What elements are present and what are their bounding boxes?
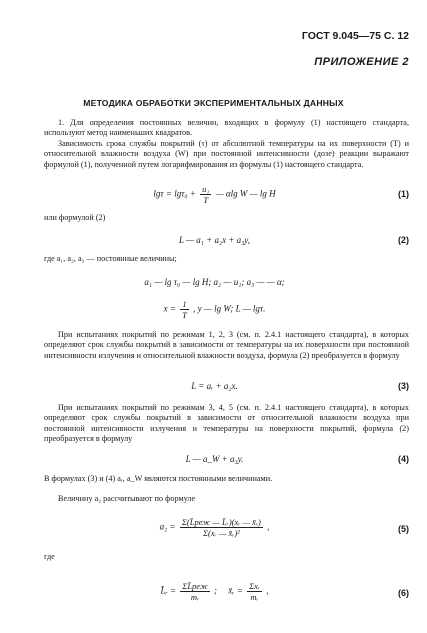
paragraph-2: Зависимость срока службы покрытий (τ) от абсолютной температуры на их поверхности (T) и относительной влажности воздуха (W) при постоянной интенсивности (дозе) реакции выражают формулой (1), полученной путем логарифмирования из формулы (1) настоящего стандарта. <box>44 139 409 169</box>
paragraph-7: В формулах (3) и (4) aᵣ, a_W являются постоянными величинами. <box>44 474 273 483</box>
equation-6-number: (4) <box>398 454 409 464</box>
equation-2 <box>44 232 409 252</box>
equation-8-numerator-1: ΣL̄реж <box>182 581 208 591</box>
paragraph-9: где <box>44 552 55 561</box>
equation-1-fraction <box>200 184 211 205</box>
equation-8-fraction-2 <box>247 581 262 602</box>
equation-3-body: a₁ — lg τ₀ — lg H; a₂ — u₁; a₃ — — α; <box>144 277 285 287</box>
equation-2-body: L — a₁ + a₂x + a₃y, <box>178 235 251 245</box>
paragraph-3: или формулой (2) <box>44 213 106 222</box>
equation-8-denominator-2: mᵣ <box>250 592 259 602</box>
paragraph-6: При испытаниях покрытий по режимам 3, 4, 5 (см. п. 2.4.1 настоящего стандарта), в которых определяют срок службы покрытий в зависимости от относительной влажности воздуха при постоянной интенсивности излучения и температуры на поверхности покрытий, формула (2) преобразуется в формулу <box>44 403 409 444</box>
section-title: МЕТОДИКА ОБРАБОТКИ ЭКСПЕРИМЕНТАЛЬНЫХ ДАННЫХ <box>83 98 344 108</box>
equation-7-fraction <box>180 517 263 538</box>
equation-7-left: a₂ = <box>159 521 176 532</box>
equation-8-fraction-1 <box>180 581 210 602</box>
paragraph-8: Величину a₂ рассчитывают по формуле <box>58 494 196 503</box>
equation-8-number: (6) <box>398 588 409 598</box>
appendix-label: ПРИЛОЖЕНИЕ 2 <box>314 56 409 68</box>
equation-4-numerator: 1 <box>180 299 189 310</box>
equation-1-left: lgτ = lgτ₀ + <box>153 188 196 199</box>
equation-4-denominator: T <box>182 310 187 320</box>
equation-8-separator: ; <box>214 585 218 596</box>
equation-5 <box>44 378 409 398</box>
equation-8-denominator-1: mᵣ <box>190 592 200 602</box>
equation-5-body: L = aᵣ + a₂x. <box>191 381 238 391</box>
equation-4-right: , y — lg W; L — lgτ. <box>193 303 266 314</box>
equation-6-body: L — a_W + a₃y. <box>185 454 244 464</box>
equation-4 <box>44 296 409 324</box>
paragraph-4: где a₁, a₂, a₃ — постоянные величины; <box>44 254 177 263</box>
equation-7-number: (5) <box>398 524 409 534</box>
equation-4-fraction <box>180 299 189 320</box>
equation-3 <box>44 274 409 294</box>
equation-1-body <box>44 184 385 205</box>
equation-6 <box>44 451 409 471</box>
equation-1-denominator: T <box>203 195 209 205</box>
equation-1-numerator: u₁ <box>202 184 210 194</box>
equation-7-right: , <box>267 521 270 532</box>
equation-4-body <box>44 299 385 320</box>
paragraph-1: 1. Для определения постоянных величин, входящих в формулу (1) настоящего стандарта, используют метод наименьших квадратов. <box>44 118 409 138</box>
equation-1 <box>44 181 409 209</box>
equation-7-denominator: Σ(xᵣ — x̄ᵣ)² <box>202 528 240 538</box>
equation-2-number: (2) <box>398 235 409 245</box>
equation-7 <box>44 514 409 544</box>
equation-8-left-1: L̄ᵣ = <box>160 585 177 596</box>
equation-7-body <box>44 517 385 538</box>
equation-8-numerator-2: Σxᵣ <box>249 581 260 591</box>
equation-7-numerator: Σ(L̄реж — L̄ᵣ)(xᵣ — x̄ᵣ) <box>181 517 261 527</box>
paragraph-5: При испытаниях покрытий по режимам 1, 2, 3 (см. п. 2.4.1 настоящего стандарта), в которых определяют срок службы покрытий в зависимости от температуры на их поверхности при постоянной интенсивности излучения и относительной влажности воздуха, формула (2) преобразуется в формулу <box>44 330 409 360</box>
equation-1-number: (1) <box>398 189 409 199</box>
equation-1-right: — αlg W — lg H <box>215 188 276 199</box>
doc-reference: ГОСТ 9.045—75 С. 12 <box>301 30 409 42</box>
equation-8-body <box>44 581 385 602</box>
equation-8-left-2: x̄ᵣ = <box>228 585 243 596</box>
equation-4-left: x = <box>163 303 176 314</box>
equation-8 <box>44 578 409 608</box>
equation-5-number: (3) <box>398 381 409 391</box>
equation-8-right: , <box>266 585 269 596</box>
